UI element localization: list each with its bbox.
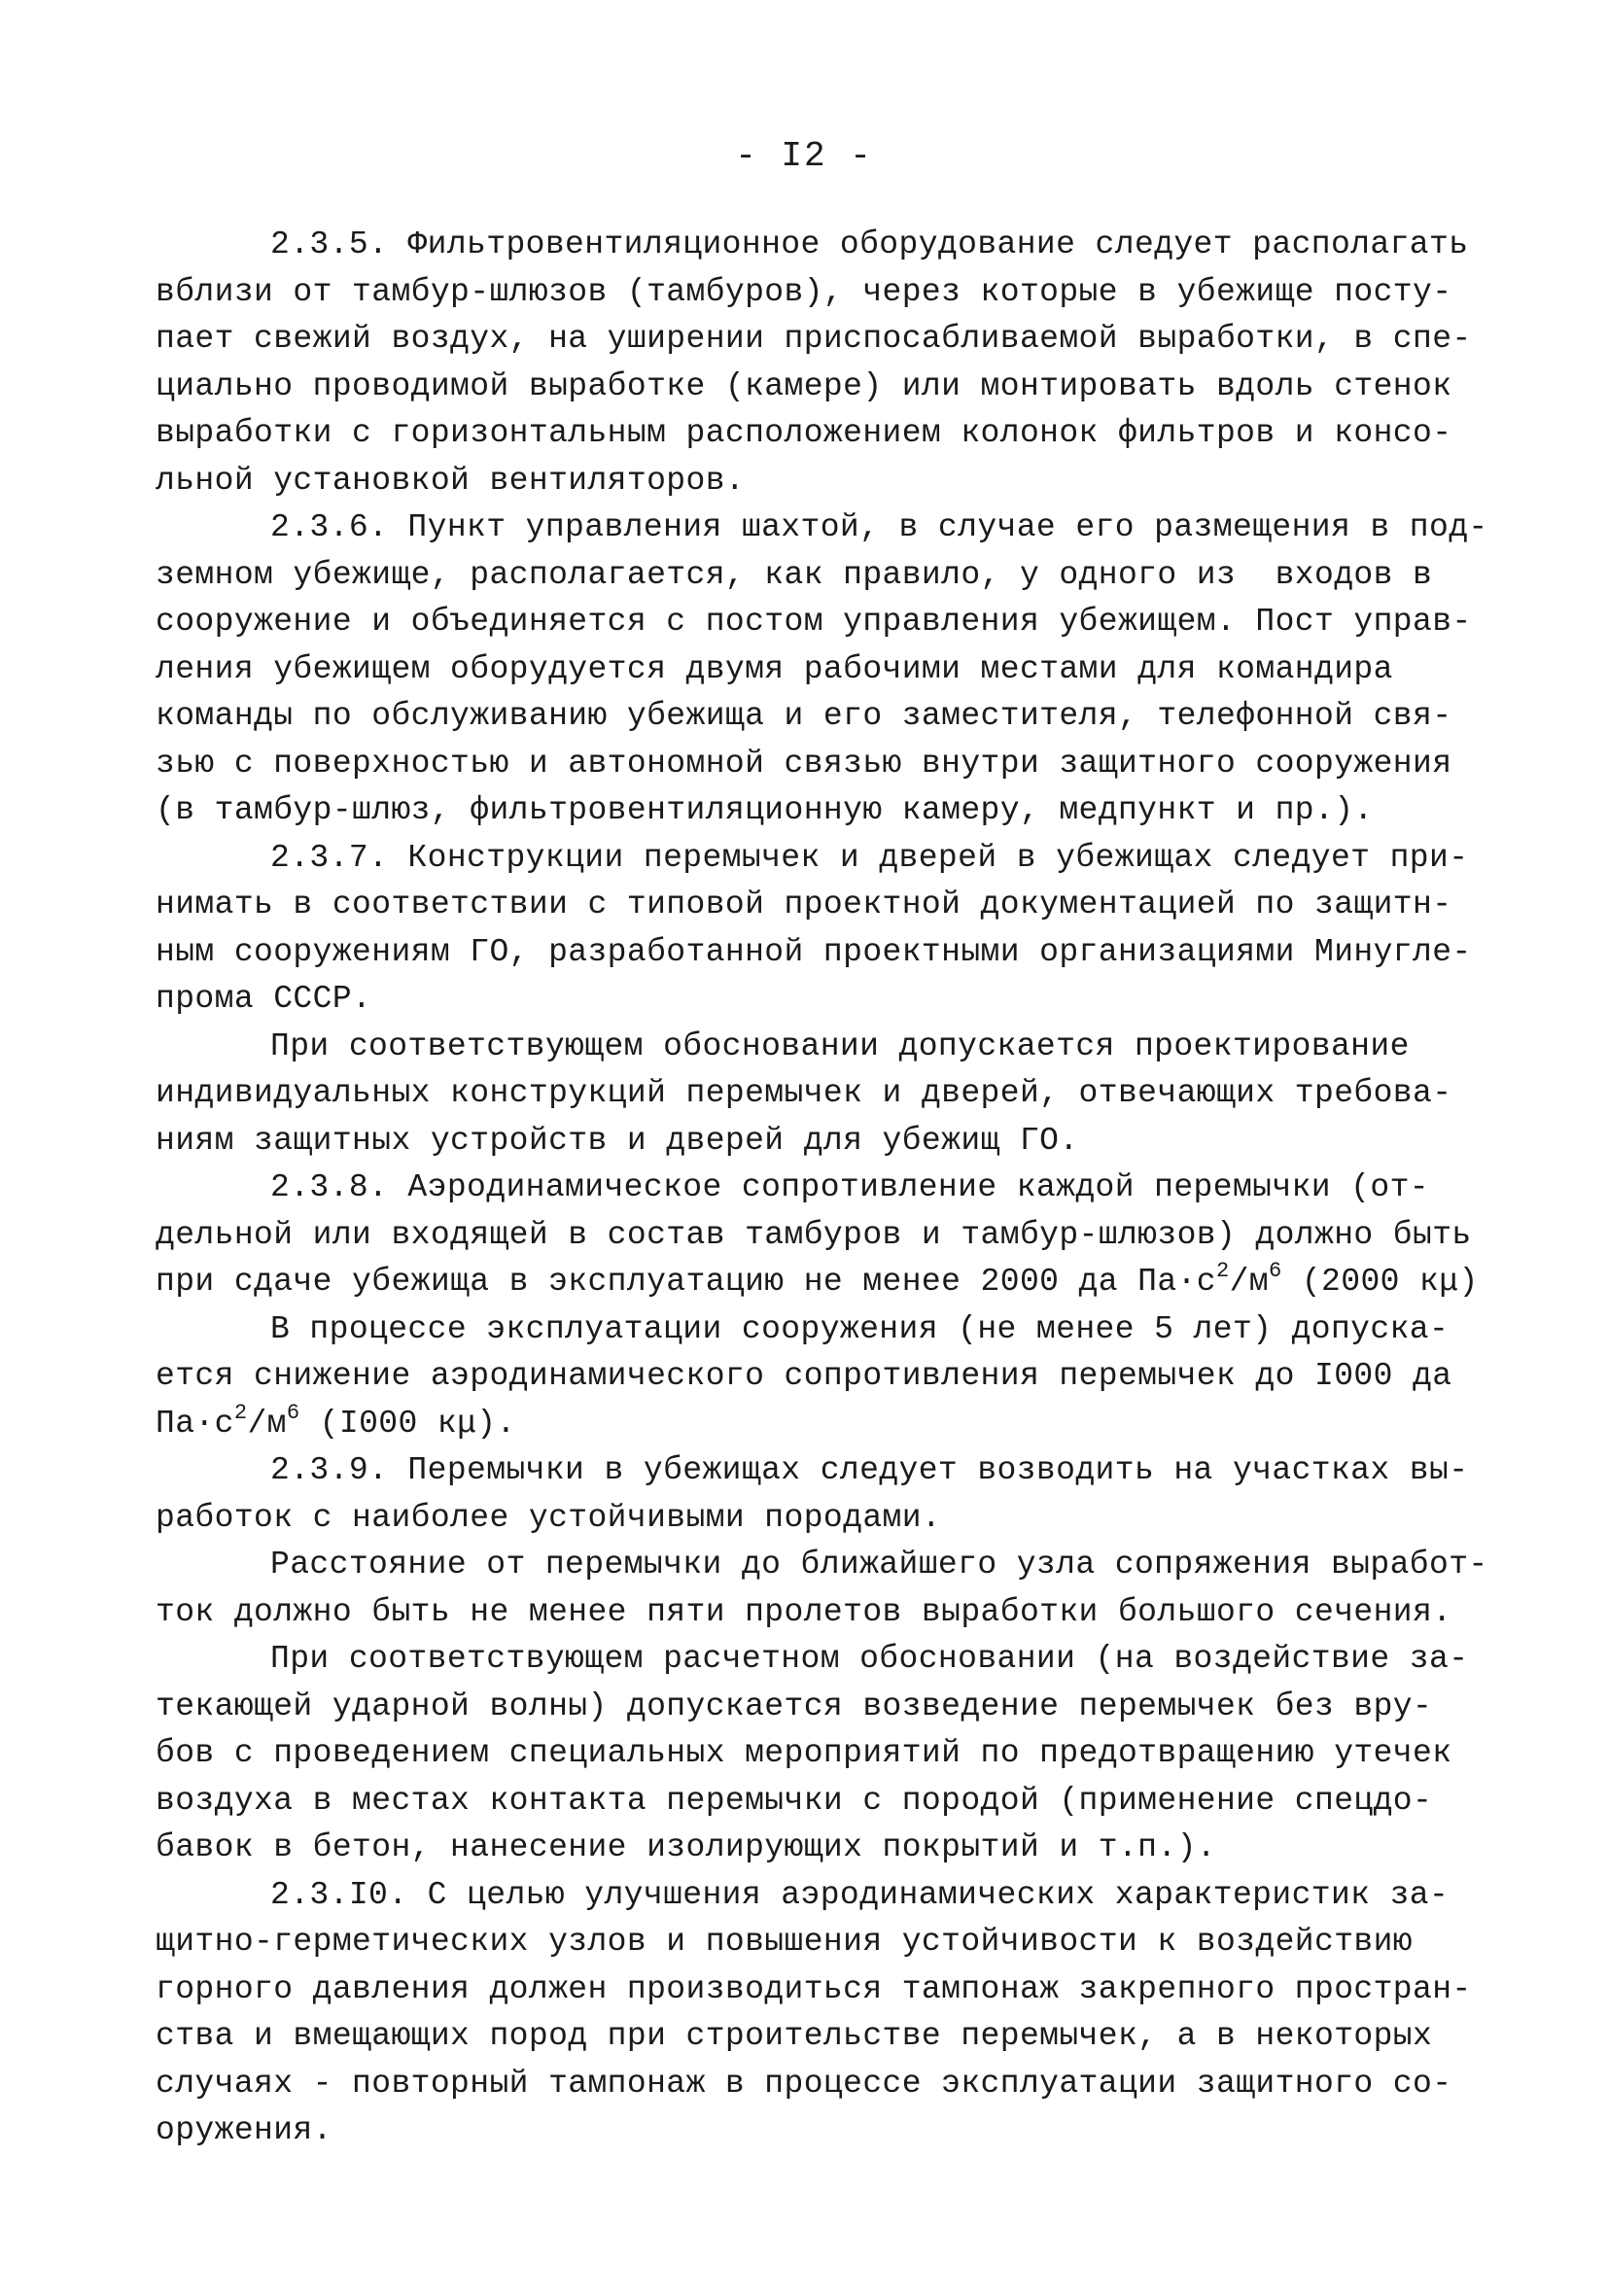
text-line: текающей ударной волны) допускается возведение перемычек без вру- bbox=[156, 1687, 1433, 1724]
text-line: 2.3.7. Конструкции перемычек и дверей в убежищах следует при- bbox=[270, 839, 1469, 876]
text-line: зью с поверхностью и автономной связью внутри защитного сооружения bbox=[156, 745, 1452, 782]
text-line: ления убежищем оборудуется двумя рабочими местами для командира bbox=[156, 650, 1393, 687]
superscript: 2 bbox=[1215, 1259, 1230, 1283]
text-line: Расстояние от перемычки до ближайшего узла сопряжения выработ- bbox=[270, 1547, 1488, 1583]
text-line: ства и вмещающих пород при строительстве перемычек, а в некоторых bbox=[156, 2018, 1433, 2054]
text-line: ным сооружениям ГО, разработанной проектными организациями Минугле- bbox=[156, 933, 1472, 970]
text-run: Па·с bbox=[156, 1405, 234, 1442]
text-line: 2.3.9. Перемычки в убежищах следует возводить на участках вы- bbox=[270, 1452, 1469, 1488]
text-line: прома СССР. bbox=[156, 981, 372, 1017]
text-line: дельной или входящей в состав тамбуров и тамбур-шлюзов) должно быть bbox=[156, 1216, 1472, 1253]
text-run: /м bbox=[1229, 1264, 1270, 1300]
text-run: (2000 кμ) bbox=[1281, 1264, 1479, 1300]
text-line: случаях - повторный тампонаж в процессе эксплуатации защитного со- bbox=[156, 2065, 1452, 2102]
text-line: льной установкой вентиляторов. bbox=[156, 462, 746, 499]
superscript: 6 bbox=[286, 1400, 300, 1425]
text-line: пает свежий воздух, на уширении приспосабливаемой выработки, в спе- bbox=[156, 321, 1472, 357]
text-line: работок с наиболее устойчивыми породами. bbox=[156, 1499, 942, 1536]
text-line: сооружение и объединяется с постом управления убежищем. Пост управ- bbox=[156, 604, 1472, 640]
text-line: бов с проведением специальных мероприятий по предотвращению утечек bbox=[156, 1735, 1452, 1771]
page-number: - I2 - bbox=[735, 136, 873, 176]
text-line: индивидуальных конструкций перемычек и дверей, отвечающих требова- bbox=[156, 1075, 1452, 1111]
text-line: горного давления должен производиться тампонаж закрепного простран- bbox=[156, 1970, 1472, 2007]
text-line: ток должно быть не менее пяти пролетов выработки большого сечения. bbox=[156, 1593, 1452, 1630]
text-run: при сдаче убежища в эксплуатацию не менее 2000 да Па·с bbox=[156, 1264, 1216, 1300]
text-line bbox=[156, 1259, 1479, 1306]
superscript: 2 bbox=[233, 1400, 248, 1425]
text-line: оружения. bbox=[156, 2112, 332, 2148]
text-line: бавок в бетон, нанесение изолирующих покрытий и т.п.). bbox=[156, 1829, 1216, 1865]
text-line: При соответствующем расчетном обосновании (на воздействие за- bbox=[270, 1641, 1469, 1677]
text-line: При соответствующем обосновании допускается проектирование bbox=[270, 1027, 1410, 1064]
text-line: воздуха в местах контакта перемычки с породой (применение спецдо- bbox=[156, 1782, 1433, 1819]
text-line: щитно-герметических узлов и повышения устойчивости к воздействию bbox=[156, 1924, 1414, 1960]
text-line: нимать в соответствии с типовой проектной документацией по защитн- bbox=[156, 887, 1452, 922]
text-run: /м bbox=[247, 1405, 287, 1442]
text-line: земном убежище, располагается, как правило, у одного из входов в bbox=[156, 556, 1433, 593]
body-text bbox=[156, 222, 1488, 2155]
text-line: вблизи от тамбур-шлюзов (тамбуров), через которые в убежище посту- bbox=[156, 273, 1452, 310]
text-line: 2.3.5. Фильтровентиляционное оборудование следует располагать bbox=[270, 226, 1469, 262]
text-line: ется снижение аэродинамического сопротивления перемычек до I000 да bbox=[156, 1358, 1452, 1394]
text-line: команды по обслуживанию убежища и его заместителя, телефонной свя- bbox=[156, 698, 1452, 734]
text-line: В процессе эксплуатации сооружения (не менее 5 лет) допуска- bbox=[270, 1310, 1450, 1347]
text-line: ниям защитных устройств и дверей для убежищ ГО. bbox=[156, 1122, 1079, 1159]
text-line: (в тамбур-шлюз, фильтровентиляционную камеру, медпункт и пр.). bbox=[156, 792, 1374, 828]
superscript: 6 bbox=[1269, 1259, 1282, 1283]
text-line: 2.3.I0. С целью улучшения аэродинамических характеристик за- bbox=[270, 1876, 1450, 1913]
text-line: 2.3.6. Пункт управления шахтой, в случае его размещения в под- bbox=[270, 509, 1488, 545]
text-line: циально проводимой выработке (камере) или монтировать вдоль стенок bbox=[156, 367, 1452, 404]
text-run: (I000 кμ). bbox=[299, 1405, 516, 1442]
text-line: выработки с горизонтальным расположением колонок фильтров и консо- bbox=[156, 415, 1452, 451]
text-line: 2.3.8. Аэродинамическое сопротивление каждой перемычки (от- bbox=[270, 1169, 1429, 1205]
text-line bbox=[156, 1401, 1473, 1448]
